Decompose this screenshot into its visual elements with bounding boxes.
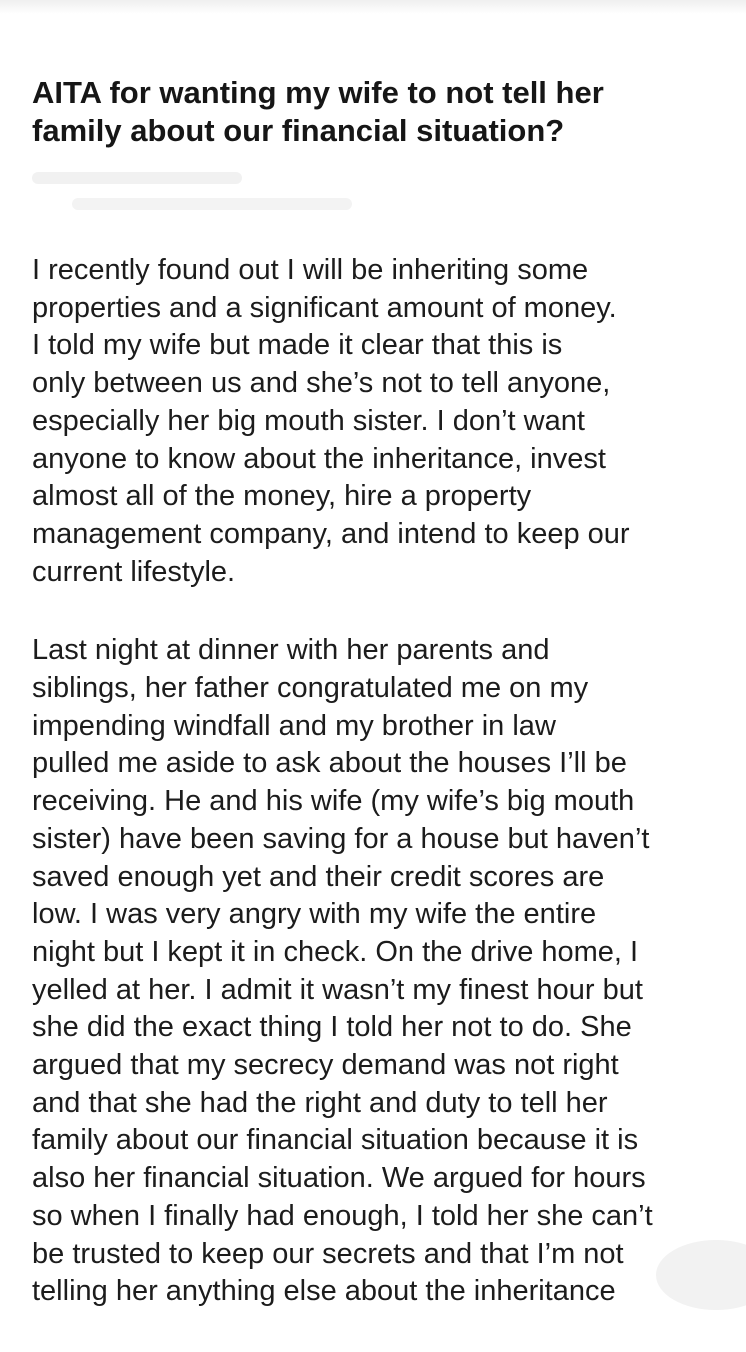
blurred-meta-line [72, 198, 352, 210]
post-paragraph-2: Last night at dinner with her parents and siblings, her father congratulated me on my impending windfall and my brother in law pulled me aside to ask about the houses I’ll be receiving. He and his wife (my wife’s big mouth sister) have been saving for a house but haven’t saved enough yet and their credit scores are low. I was very angry with my wife the entire night but I kept it in check. On the drive home, I yelled at her. I admit it wasn’t my finest hour but she did the exact thing I told her not to do. She argued that my secrecy demand was not right and that she had the right and duty to tell her family about our financial situation because it is also her financial situation. We argued for hours so when I finally had enough, I told her she can’t be trusted to keep our secrets and that I’m not telling her anything else about the inheritance [32, 634, 653, 1308]
top-edge-shadow [0, 0, 746, 14]
blurred-meta-line [32, 172, 242, 184]
post-paragraph-1: I recently found out I will be inheriting some properties and a significant amount of money. I told my wife but made it clear that this is only between us and she’s not to tell anyone, especially her big mouth sister. I don’t want anyone to know about the inheritance, invest almost all of the money, hire a property management company, and intend to keep our current lifestyle. [32, 254, 630, 588]
post-body [32, 252, 732, 1352]
post-meta-blurred [32, 170, 362, 220]
post-title: AITA for wanting my wife to not tell her family about our financial situation? [32, 75, 604, 148]
